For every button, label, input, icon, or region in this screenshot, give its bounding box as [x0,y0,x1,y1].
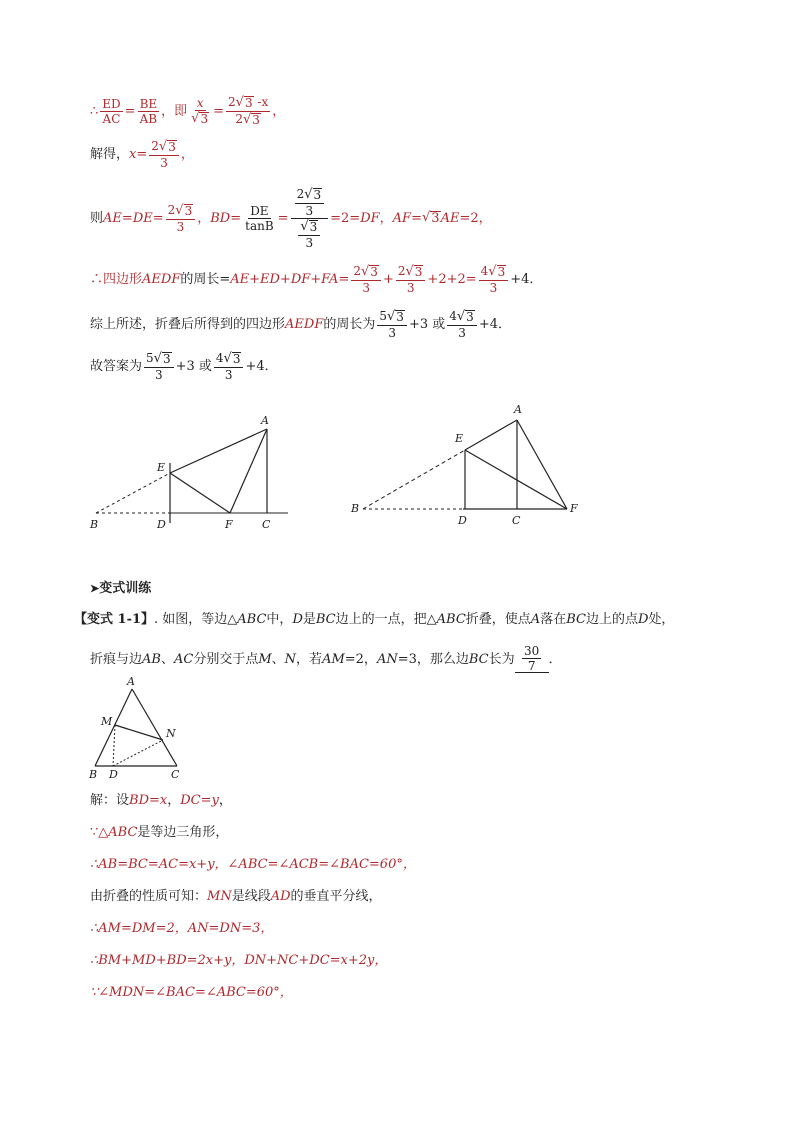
figure-3 [85,675,195,785]
line-solve: 解得， x = 2 √ 3 3 ， [90,139,194,171]
fig3-label-b: B [89,768,98,781]
fraction-x-value: 2 √ 3 3 [149,140,179,169]
sol-line-3: ∴AB=BC=AC=x+y，∠ABC=∠ACB=∠BAC=60°， [90,857,416,872]
sol-line-5: ∴AM=DM=2，AN=DN=3， [90,921,274,936]
fig2-label-c: C [512,514,521,527]
fig3-dn [113,740,163,766]
line-lengths: 则 AE = DE = 2 √ 3 3 ， BD = $\frac{DE}{\tan B}$ = 2 √ 3 3 √ 3 3 =2= DF ， AF = √ 3 AE =2， [90,187,492,251]
line-perimeter: ∴四边形 AEDF 的周长= AE+ED+DF+FA = 2 √ 3 3 + 2 √ 3 3 +2+2= 4 √ 3 3 +4． [90,264,543,296]
fig2-label-a: A [514,403,522,416]
fraction-be-ab: $\frac{BE}{AB}$ [139,97,158,127]
arrow-icon: ➤ [90,582,100,595]
fraction-ae-value: 2 √ 3 3 [166,204,196,233]
answer-blank: $\frac{30}{7}$ [515,645,549,673]
fraction-compound: 2 √ 3 3 √ 3 3 [291,188,329,249]
fig3-md [113,725,115,766]
line-ratio: ∴ $\frac{ED}{AC}$ = $\frac{BE}{AB}$ ，即 x √ 3 = 2 √ 3 -x 2 √ 3 ， [90,95,286,128]
therefore-symbol: ∴ [90,104,99,120]
fraction-ans1: 5 √ 3 3 [377,310,407,339]
fig2-label-f: F [570,502,578,515]
sol-line-2: ∵△ ABC 是等边三角形， [90,825,229,840]
fraction-ans2: 4 √ 3 3 [447,310,477,339]
fig3-label-m: M [101,715,113,728]
section-heading: ➤ 变式训练 [90,581,152,596]
problem-line-2: 折痕与边 AB 、 AC 分别交于点 M 、 N ，若 AM =2， AN =3，那么边 BC 长为 $\frac{30}{7}$ ． [90,644,562,673]
fig1-label-d: D [157,518,166,531]
line-summary: 综上所述，折叠后所得到的四边形 AEDF 的周长为 5 √ 3 3 +3 或 4 √ 3 3 +4． [90,309,511,341]
fig1-label-f: F [225,518,233,531]
fig1-af [230,429,267,513]
fig1-ea [170,429,267,473]
problem-tag: 【变式 1-1】 [74,612,155,627]
figure-1 [80,405,300,535]
fig1-label-a: A [261,414,269,427]
sol-line-4: 由折叠的性质可知： MN 是线段 AD 的垂直平分线， [90,889,382,904]
fraction-term-c: 4 √ 3 3 [479,265,509,294]
sol-line-1: 解：设 BD=x ， DC=y ， [90,793,232,808]
fig1-label-c: C [262,518,271,531]
fig2-label-e: E [455,432,464,445]
line-answer: 故答案为 5 √ 3 3 +3 或 4 √ 3 3 +4． [90,351,278,383]
fig3-label-n: N [166,727,176,740]
fig1-ef [170,473,230,513]
fig2-label-d: D [458,514,467,527]
fraction-x-sqrt3: x √ 3 [191,96,209,127]
fraction-rhs: 2 √ 3 -x 2 √ 3 [228,95,269,128]
fraction-final1: 5 √ 3 3 [144,352,174,381]
problem-line-1: 【变式 1-1】 . 如图，等边△ ABC 中， D 是 BC 边上的一点，把△ ABC 折叠，使点 A 落在 BC 边上的点 D 处， [74,612,675,627]
fig1-label-b: B [90,518,99,531]
fig1-dashed-be [96,473,170,513]
figure-2 [345,398,595,533]
fig2-af [517,420,567,509]
sol-line-7: ∵∠MDN=∠BAC=∠ABC=60°， [90,985,293,1000]
fig2-label-b: B [351,502,360,515]
fig3-label-c: C [171,768,180,781]
fig3-mn [115,725,163,740]
fraction-final2: 4 √ 3 3 [214,352,244,381]
fig3-label-d: D [109,768,118,781]
fraction-term-a: 2 √ 3 3 [351,265,381,294]
fraction-term-b: 2 √ 3 3 [396,265,426,294]
fig2-ef [465,450,567,509]
fraction-ed-ac: $\frac{ED}{AC}$ [102,97,121,127]
fig2-ea [465,420,517,450]
fig2-dashed-be [363,450,465,509]
fig3-label-a: A [127,675,135,688]
fig1-label-e: E [157,461,166,474]
sol-line-6: ∴BM+MD+BD=2x+y，DN+NC+DC=x+2y， [90,953,388,968]
fraction-de-tanb: $\frac{DE}{\tan B}$ [245,204,274,234]
